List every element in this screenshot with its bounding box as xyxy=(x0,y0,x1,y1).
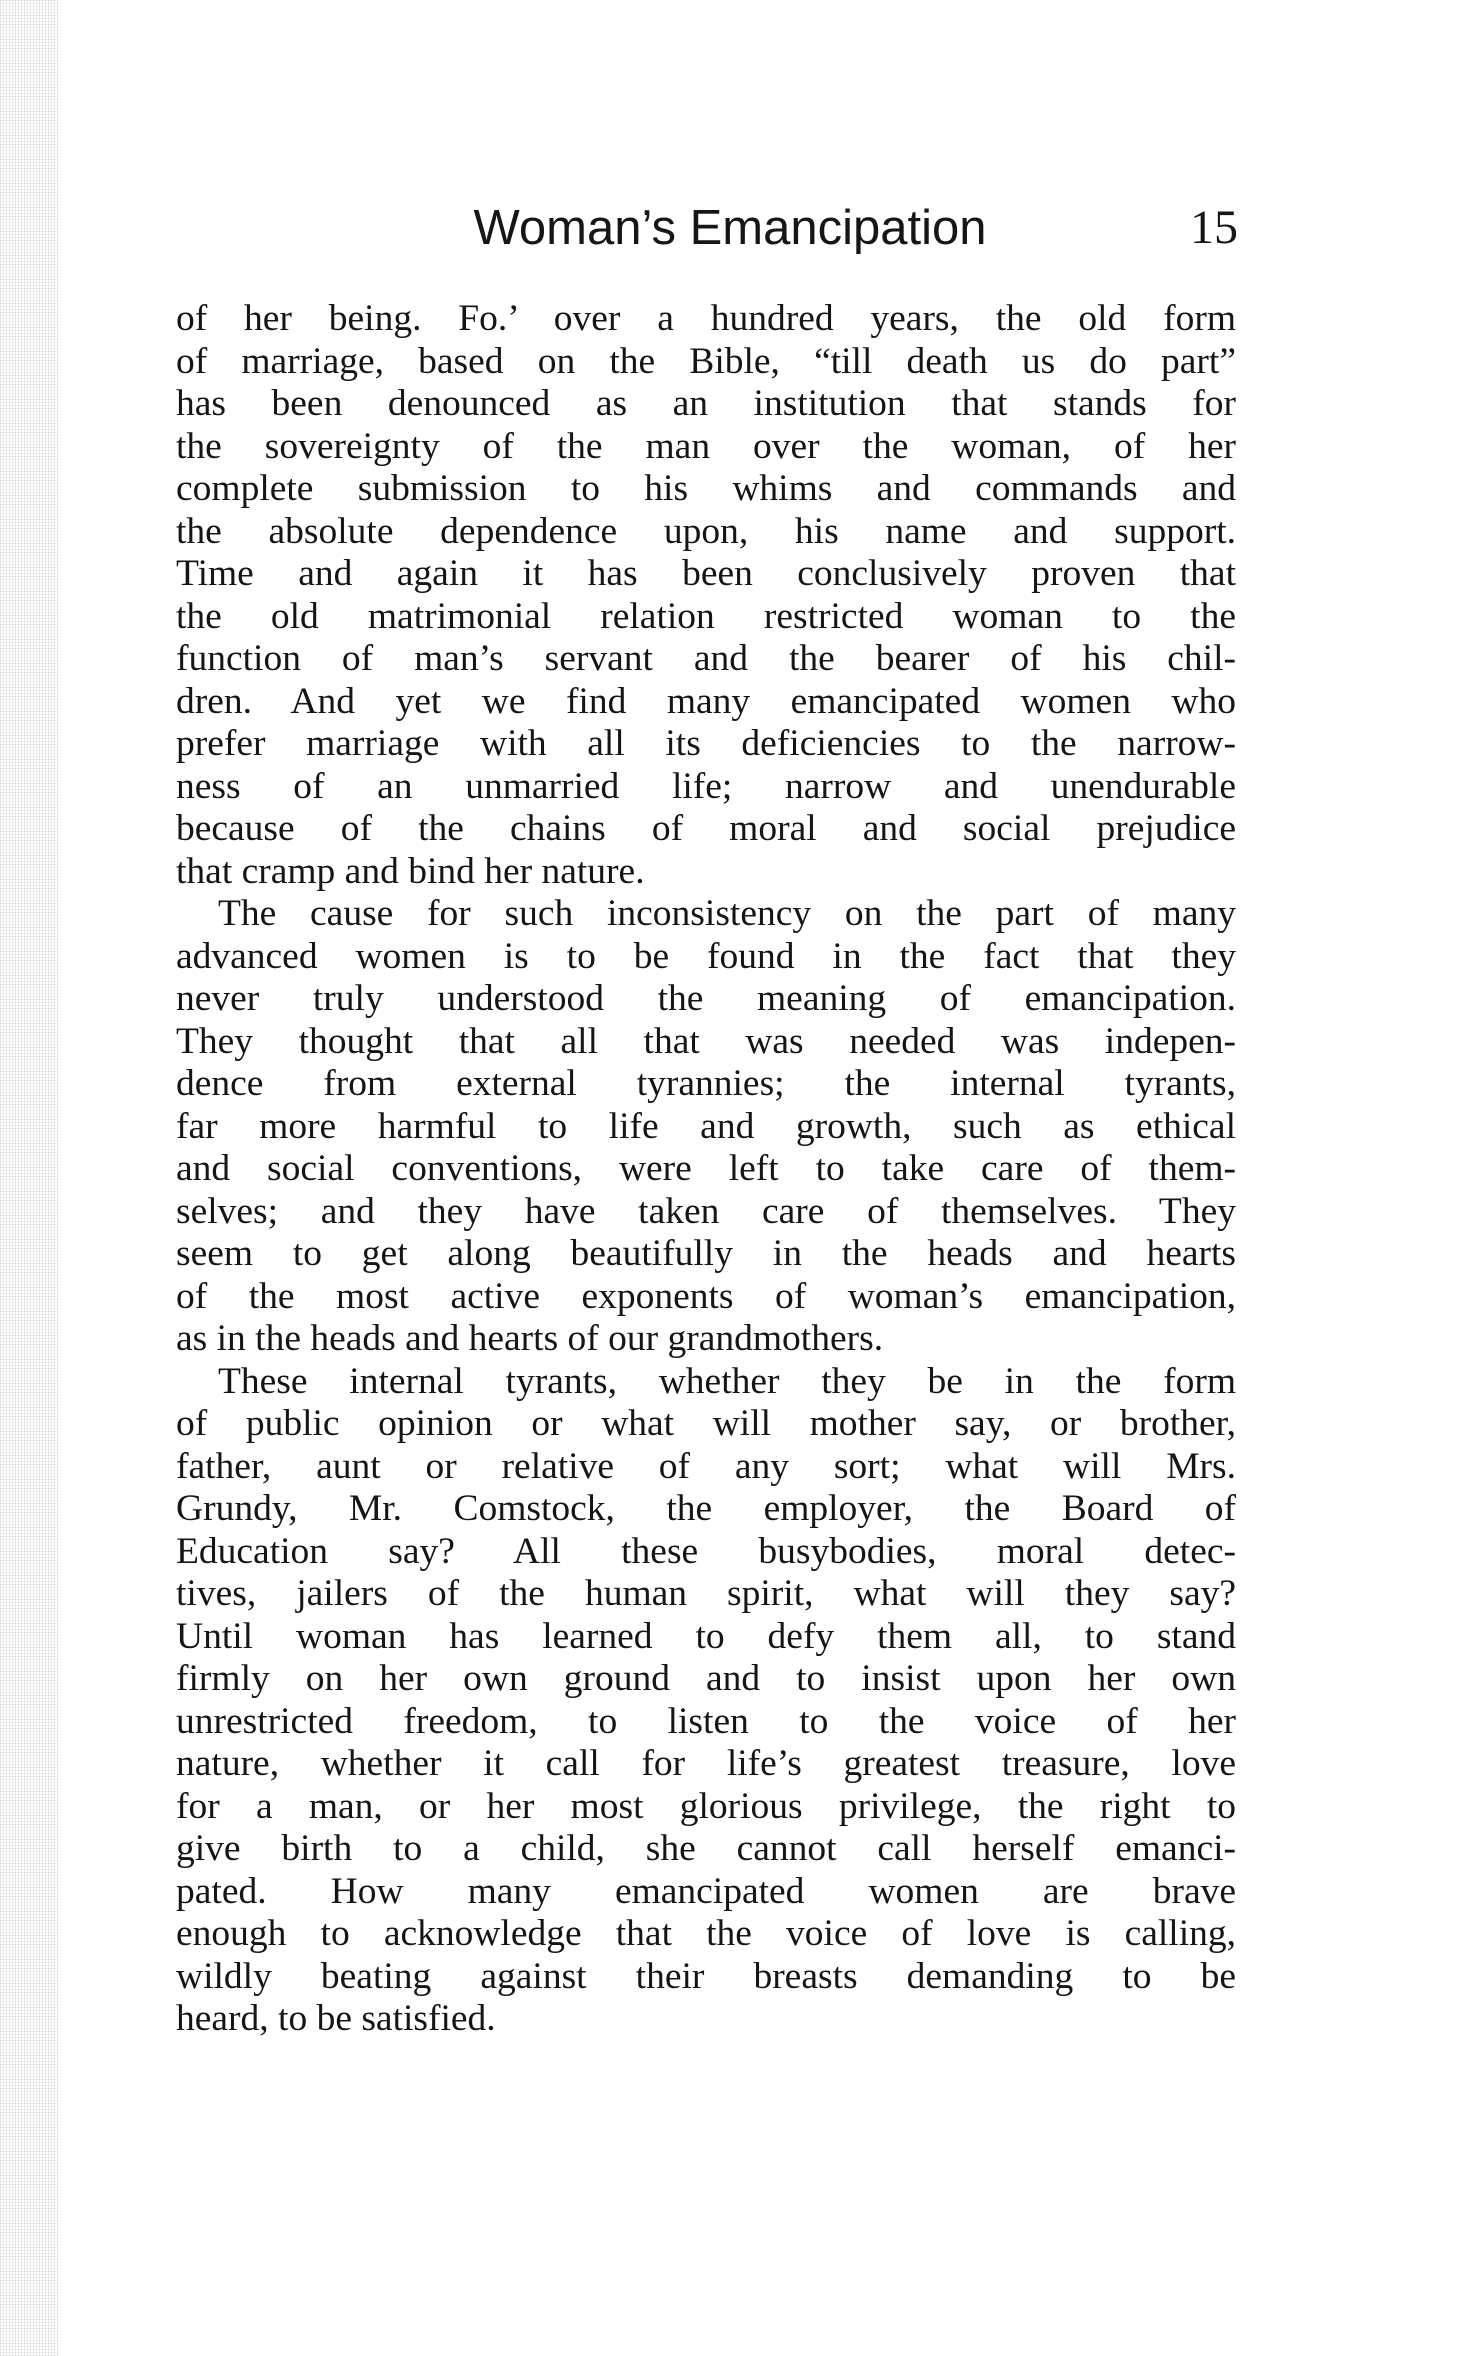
body-text xyxy=(176,298,1236,2041)
text-line: These internal tyrants, whether they be in the form xyxy=(218,1360,1236,1402)
text-line: father, aunt or relative of any sort; what will Mrs. xyxy=(176,1445,1236,1487)
text-line: pated. How many emancipated women are brave xyxy=(176,1870,1236,1912)
text-line: complete submission to his whims and commands and xyxy=(176,468,1236,509)
text-line: the old matrimonial relation restricted woman to the xyxy=(176,595,1236,637)
text-line: the absolute dependence upon, his name and support. xyxy=(176,510,1236,552)
text-line: The cause for such inconsistency on the part of many xyxy=(218,893,1236,934)
text-line: Until woman has learned to defy them all, to stand xyxy=(176,1615,1236,1657)
text-line: tives, jailers of the human spirit, what will they say? xyxy=(176,1573,1236,1614)
text-line: nature, whether it call for life’s greatest treasure, love xyxy=(176,1743,1236,1784)
text-line: enough to acknowledge that the voice of love is calling, xyxy=(176,1913,1236,1954)
text-line: never truly understood the meaning of emancipation. xyxy=(176,978,1236,1019)
text-line: that cramp and bind her nature. xyxy=(176,850,645,892)
running-head-title: Woman’s Emancipation xyxy=(473,201,987,255)
page-number: 15 xyxy=(1190,201,1238,254)
text-line: prefer marriage with all its deficiencies to the narrow- xyxy=(176,723,1236,764)
text-line: wildly beating against their breasts demanding to be xyxy=(176,1955,1236,1997)
text-line: of public opinion or what will mother say, or brother, xyxy=(176,1403,1236,1444)
text-line: of her being. Fo.’ over a hundred years, the old form xyxy=(176,298,1236,339)
text-line: as in the heads and hearts of our grandmothers. xyxy=(176,1318,884,1359)
text-line: Education say? All these busybodies, moral detec- xyxy=(176,1530,1236,1572)
text-line: because of the chains of moral and social prejudice xyxy=(176,808,1236,849)
text-line: give birth to a child, she cannot call herself emanci- xyxy=(176,1828,1236,1869)
text-line: the sovereignty of the man over the woman, of her xyxy=(176,425,1236,467)
text-line: dence from external tyrannies; the internal tyrants, xyxy=(176,1063,1236,1104)
text-line: for a man, or her most glorious privilege, the right to xyxy=(176,1785,1236,1827)
text-line: has been denounced as an institution that stands for xyxy=(176,383,1236,424)
text-line: seem to get along beautifully in the heads and hearts xyxy=(176,1233,1236,1274)
text-line: Time and again it has been conclusively proven that xyxy=(176,553,1236,594)
text-line: of marriage, based on the Bible, “till death us do part” xyxy=(176,340,1236,382)
text-line: They thought that all that was needed was indepen- xyxy=(176,1020,1236,1062)
page-gutter-shadow xyxy=(0,0,58,2356)
text-line: function of man’s servant and the bearer of his chil- xyxy=(176,638,1236,679)
text-line: advanced women is to be found in the fact that they xyxy=(176,935,1236,977)
text-line: dren. And yet we find many emancipated women who xyxy=(176,680,1236,722)
text-line: heard, to be satisfied. xyxy=(176,1998,496,2039)
text-line: far more harmful to life and growth, such as ethical xyxy=(176,1105,1236,1147)
text-line: firmly on her own ground and to insist upon her own xyxy=(176,1658,1236,1699)
text-line: unrestricted freedom, to listen to the voice of her xyxy=(176,1700,1236,1742)
text-line: ness of an unmarried life; narrow and unendurable xyxy=(176,765,1236,807)
text-line: Grundy, Mr. Comstock, the employer, the Board of xyxy=(176,1488,1236,1529)
running-head xyxy=(170,196,1250,260)
text-line: of the most active exponents of woman’s emancipation, xyxy=(176,1275,1236,1317)
text-line: and social conventions, were left to take care of them- xyxy=(176,1148,1236,1189)
text-line: selves; and they have taken care of themselves. They xyxy=(176,1190,1236,1232)
